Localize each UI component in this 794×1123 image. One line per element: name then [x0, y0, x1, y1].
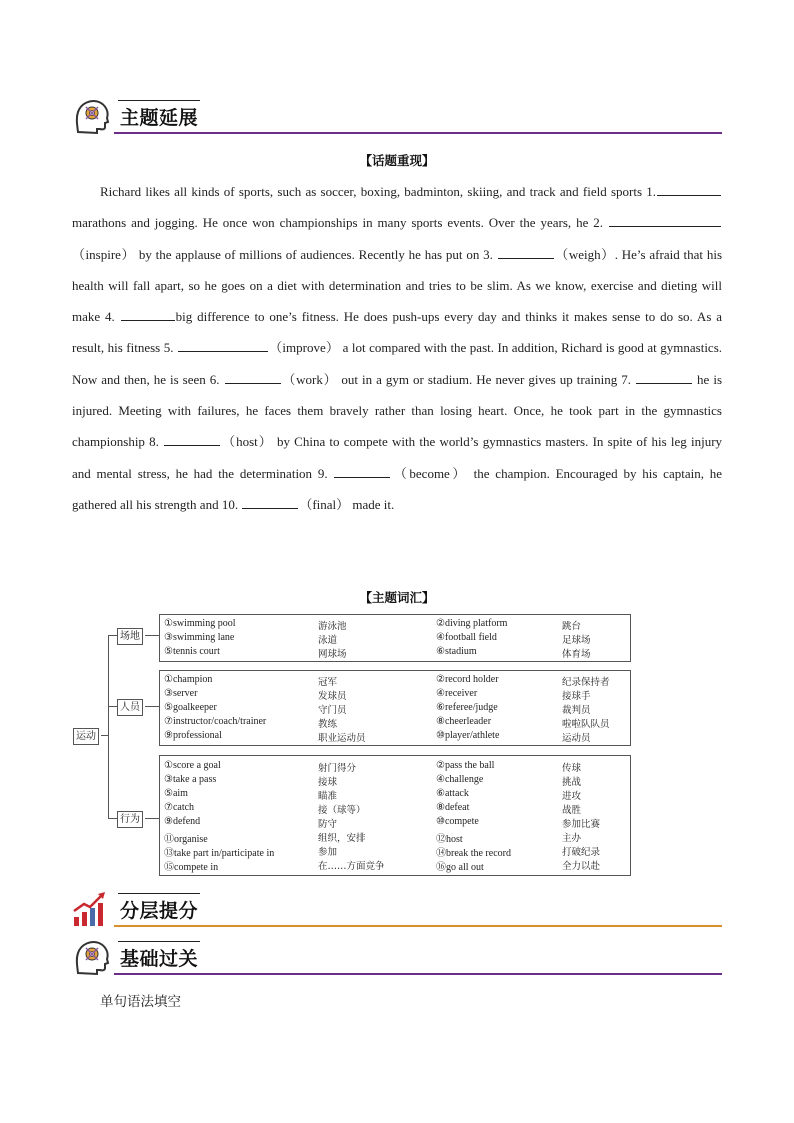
vocab-group-box: [159, 755, 631, 876]
section-title: 分层提分: [120, 900, 199, 922]
topic-heading: 【话题重现】: [359, 153, 435, 168]
head-gear-icon: [72, 96, 112, 136]
blank-2[interactable]: [609, 214, 721, 227]
vocab-row: ①swimming pool 游泳池 ②diving platform 跳台: [164, 618, 582, 632]
passage-text: he is injured. Meeting with failures, he faces them bravely rather than losing heart. Once, he took part in the gymnastics championship 8.: [72, 371, 722, 450]
section-title: 主题延展: [120, 107, 199, 129]
blank-1[interactable]: [657, 183, 721, 196]
vocab-root-label: 运动: [73, 728, 99, 745]
blank-9[interactable]: [334, 465, 390, 478]
passage-text: （become） the champion. Encouraged by his captain, he gathered all his strength and 10.: [72, 465, 723, 512]
vocab-row: ⑦catch 接（球等） ⑧defeat 战胜: [164, 802, 582, 816]
head-gear-icon: [72, 937, 112, 977]
passage: [72, 176, 722, 520]
vocab-row: ③take a pass 接球 ④challenge 挑战: [164, 774, 582, 788]
passage-text: marathons and jogging. He once won championships in many sports events. Over the years, he 2.: [72, 215, 604, 231]
passage-text: （improve） a lot compared with the past. In addition, Richard is good at gymnastics. Now and then, he is seen 6.: [72, 340, 723, 387]
vocab-row: ⑤aim 瞄准 ⑥attack 进攻: [164, 788, 582, 802]
vocab-group-box: [159, 670, 631, 746]
vocab-group-box: [159, 614, 631, 662]
section-title: 基础过关: [120, 948, 199, 970]
vocab-row: ③swimming lane 泳道 ④football field 足球场: [164, 632, 591, 646]
vocab-row: ⑦instructor/coach/trainer 教练 ⑧cheerleader 啦啦队队员: [164, 716, 610, 730]
blank-10[interactable]: [242, 496, 298, 509]
exercise-label: 单句语法填空: [100, 994, 181, 1010]
bar-chart-arrow-icon: [72, 889, 112, 929]
vocab-group-label: 行为: [117, 811, 143, 828]
vocab-row: ①score a goal 射门得分 ②pass the ball 传球: [164, 760, 582, 774]
blank-4[interactable]: [121, 308, 175, 321]
blank-5[interactable]: [178, 339, 268, 352]
passage-text: （final） made it.: [299, 496, 395, 512]
passage-text: big difference to one’s fitness. He does push-ups every day and thinks it makes sense to do so. As a result, his fitness 5.: [72, 309, 723, 356]
passage-text: （inspire） by the applause of millions of audiences. Recently he has put on 3.: [72, 246, 493, 262]
vocab-group-label: 人员: [117, 699, 143, 716]
vocab-row: ⑤tennis court 网球场 ⑥stadium 体育场: [164, 646, 591, 660]
vocab-row: ③server 发球员 ④receiver 接球手: [164, 688, 591, 702]
blank-3[interactable]: [498, 246, 554, 259]
vocab-row: ⑬take part in/participate in 参加 ⑭break the record 打破纪录: [164, 847, 601, 859]
blank-7[interactable]: [636, 371, 692, 384]
passage-text: （work） out in a gym or stadium. He never gives up training 7.: [281, 371, 632, 387]
passage-text: （weigh）. He’s afraid that his health will fall apart, so he goes on a diet with determination and tries to be slim. As we know, exercise and dieting will make 4.: [72, 246, 722, 325]
vocab-row: ⑨professional 职业运动员 ⑩player/athlete 运动员: [164, 730, 591, 744]
vocab-row: ⑮compete in 在……方面竞争 ⑯go all out 全力以赴: [164, 861, 601, 873]
vocab-heading: 【主题词汇】: [359, 590, 435, 605]
blank-6[interactable]: [225, 371, 281, 384]
vocab-group-label: 场地: [117, 628, 143, 645]
blank-8[interactable]: [164, 433, 220, 446]
vocab-row: ⑤goalkeeper 守门员 ⑥referee/judge 裁判员: [164, 702, 591, 716]
vocab-row: ①champion 冠军 ②record holder 纪录保持者: [164, 674, 610, 688]
vocab-row: ⑪organise 组织，安排 ⑫host 主办: [164, 833, 582, 845]
passage-text: Richard likes all kinds of sports, such as soccer, boxing, badminton, skiing, and track and field sports 1.: [100, 184, 656, 199]
passage-text: （host） by China to compete with the world’s gymnastics masters. In spite of his leg injury and mental stress, he had the determination 9.: [72, 434, 723, 481]
vocab-row: ⑨defend 防守 ⑩compete 参加比赛: [164, 816, 601, 830]
